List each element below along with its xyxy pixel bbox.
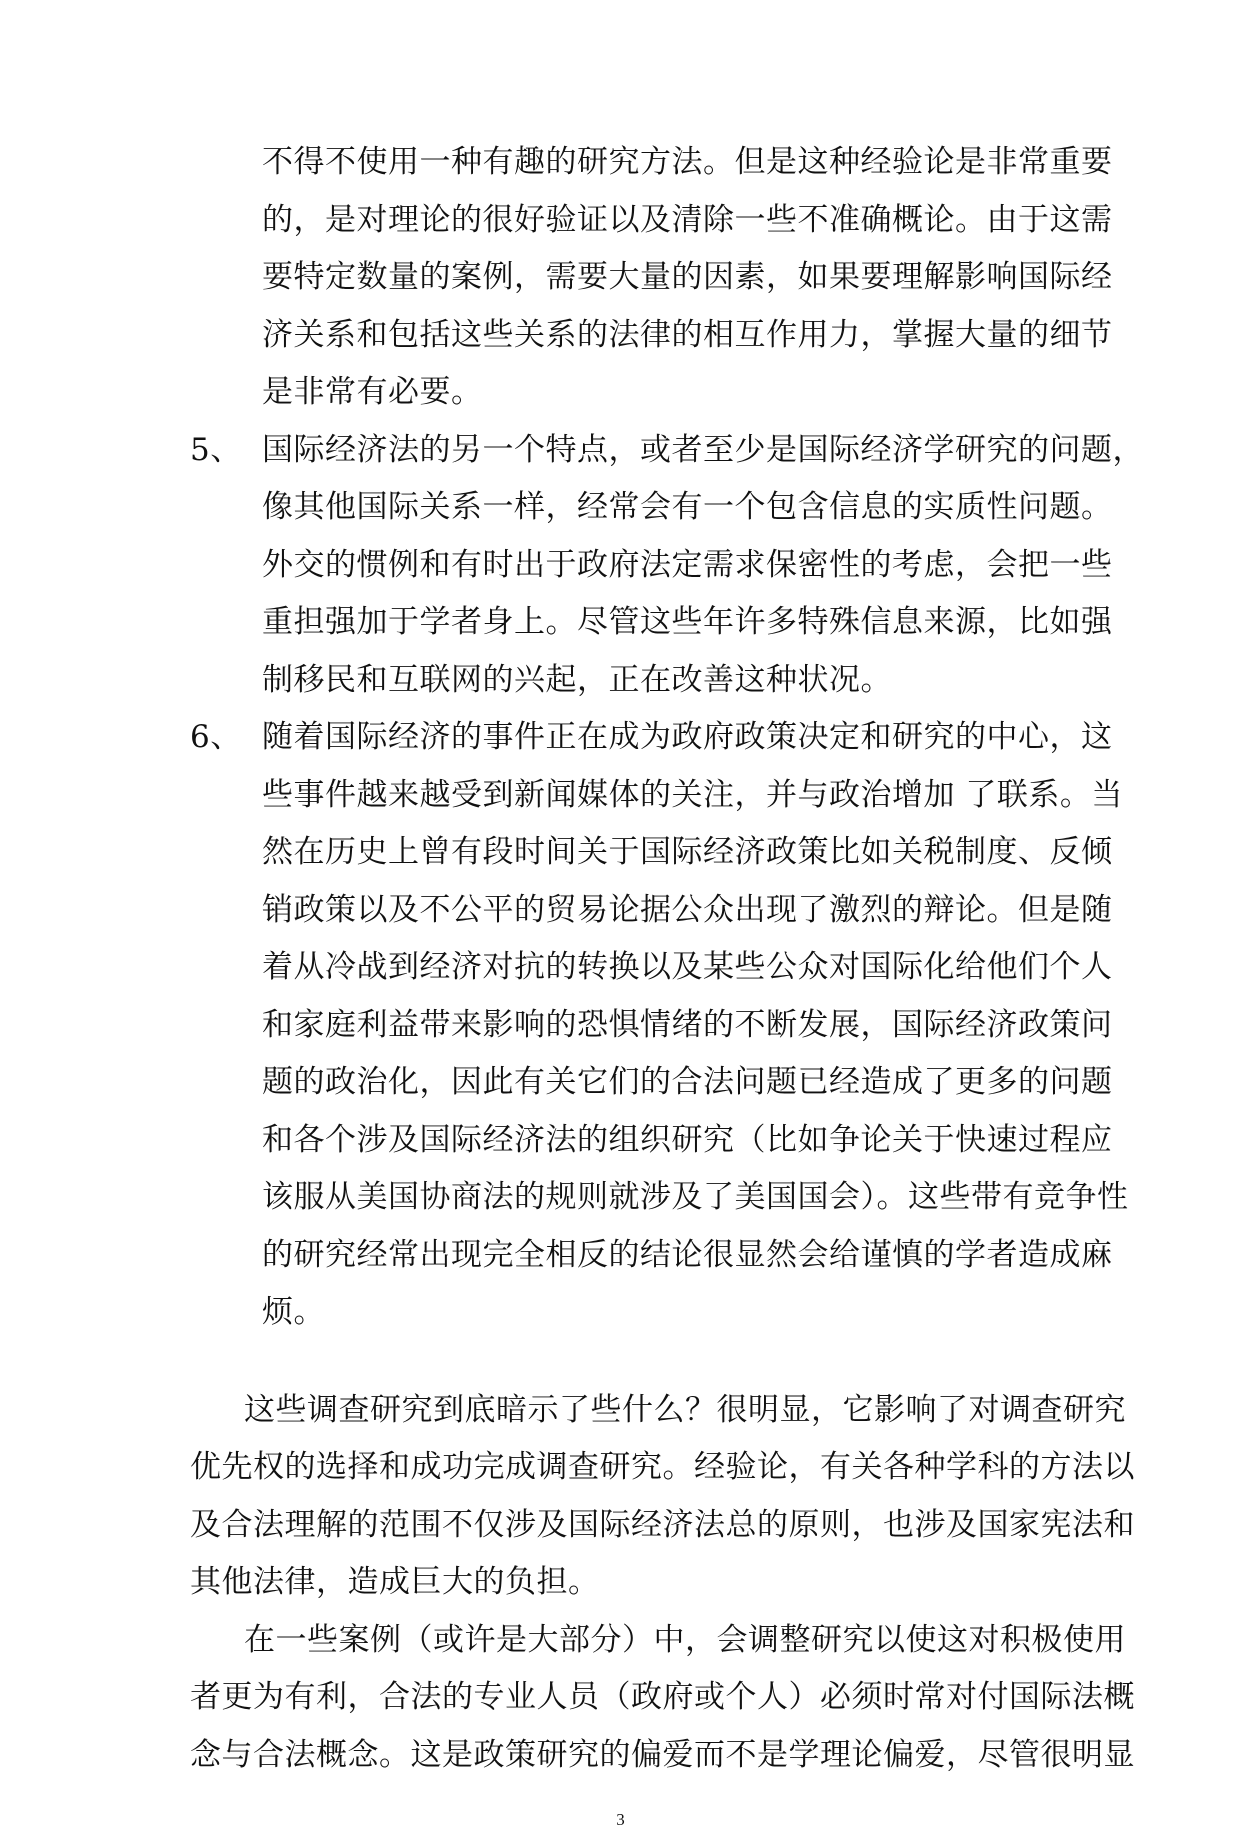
text-line: 优先权的选择和成功完成调查研究。经验论，有关各种学科的方法以	[190, 1449, 1135, 1485]
text-line: 销政策以及不公平的贸易论据公众出现了激烈的辩论。但是随	[262, 891, 1113, 928]
text-line: 是非常有必要。	[262, 374, 483, 410]
text-line: 不得不使用一种有趣的研究方法。但是这种经验论是非常重要	[262, 144, 1113, 180]
text-line: 这些调查研究到底暗示了些什么？很明显，它影响了对调查研究	[244, 1391, 1126, 1428]
item-number: 6、	[190, 719, 242, 755]
page-number: 3	[616, 1810, 625, 1829]
text-line: 像其他国际关系一样，经常会有一个包含信息的实质性问题。	[262, 489, 1113, 525]
text-line: 和各个涉及国际经济法的组织研究（比如争论关于快速过程应	[262, 1121, 1113, 1158]
text-line: 的，是对理论的很好验证以及清除一些不准确概论。由于这需	[262, 201, 1113, 238]
text-line: 国际经济法的另一个特点，或者至少是国际经济学研究的问题，	[262, 431, 1144, 468]
text-line: 然在历史上曾有段时间关于国际经济政策比如关税制度、反倾	[262, 834, 1113, 870]
text-line: 随着国际经济的事件正在成为政府政策决定和研究的中心，这	[262, 719, 1113, 755]
text-line: 和家庭利益带来影响的恐惧情绪的不断发展，国际经济政策问	[262, 1006, 1113, 1043]
text-line: 外交的惯例和有时出于政府法定需求保密性的考虑，会把一些	[262, 546, 1113, 583]
text-line: 的研究经常出现完全相反的结论很显然会给谨慎的学者造成麻	[262, 1236, 1113, 1273]
text-line: 在一些案例（或许是大部分）中，会调整研究以使这对积极使用	[244, 1621, 1126, 1658]
text-line: 其他法律，造成巨大的负担。	[190, 1564, 600, 1600]
text-line: 重担强加于学者身上。尽管这些年许多特殊信息来源，比如强	[262, 604, 1113, 640]
text-line: 题的政治化，因此有关它们的合法问题已经造成了更多的问题	[262, 1064, 1113, 1100]
text-line: 些事件越来越受到新闻媒体的关注，并与政治增加 了联系。当	[262, 776, 1123, 813]
text-line: 制移民和互联网的兴起，正在改善这种状况。	[262, 661, 892, 698]
text-line: 及合法理解的范围不仅涉及国际经济法总的原则，也涉及国家宪法和	[190, 1506, 1135, 1543]
text-line: 者更为有利，合法的专业人员（政府或个人）必须时常对付国际法概	[190, 1679, 1135, 1715]
item-number: 5、	[190, 431, 242, 468]
text-line: 着从冷战到经济对抗的转换以及某些公众对国际化给他们个人	[262, 949, 1113, 985]
text-line: 该服从美国协商法的规则就涉及了美国国会）。这些带有竞争性	[262, 1179, 1129, 1215]
text-line: 烦。	[262, 1294, 325, 1330]
text-line: 念与合法概念。这是政策研究的偏爱而不是学理论偏爱，尽管很明显	[190, 1736, 1135, 1773]
text-line: 济关系和包括这些关系的法律的相互作用力，掌握大量的细节	[262, 316, 1113, 353]
text-line: 要特定数量的案例，需要大量的因素，如果要理解影响国际经	[262, 259, 1113, 295]
